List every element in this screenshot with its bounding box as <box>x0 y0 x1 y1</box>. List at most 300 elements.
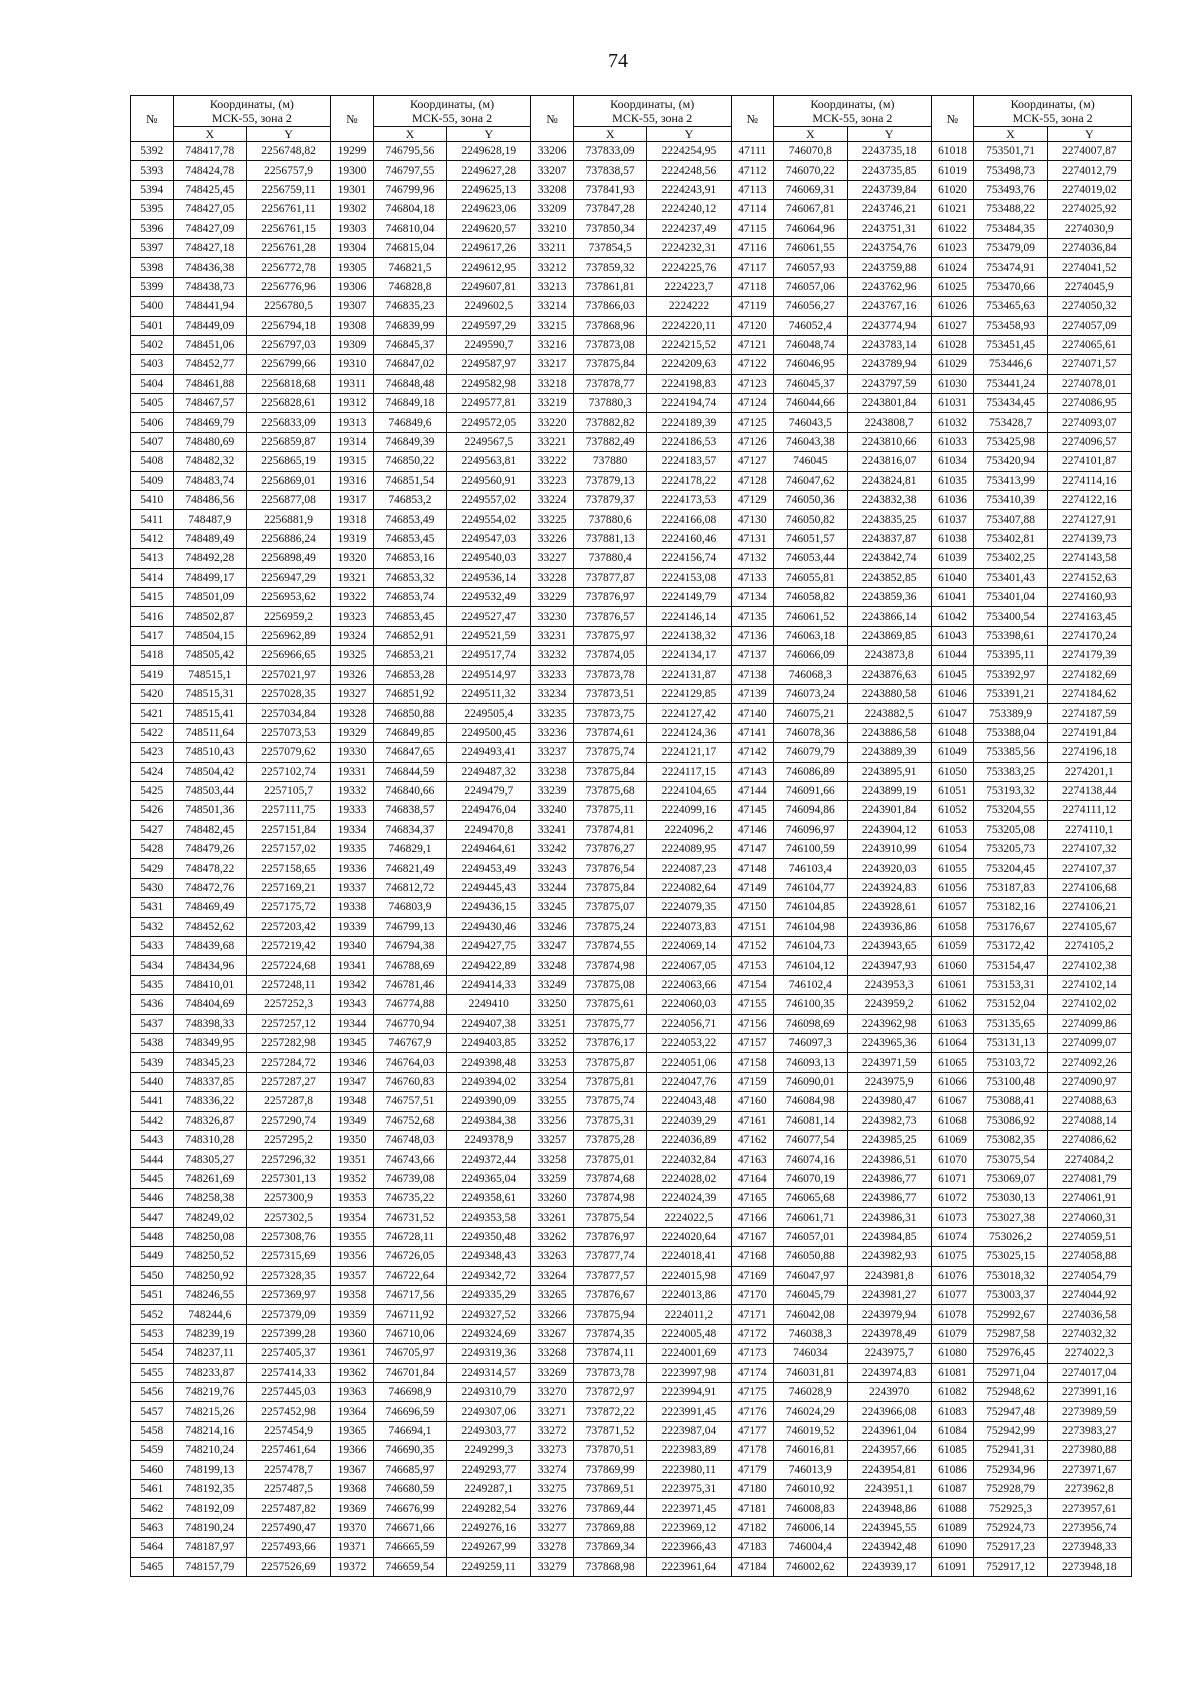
y-coordinate-cell: 2274106,68 <box>1047 878 1131 897</box>
y-coordinate-cell: 2273989,59 <box>1047 1402 1131 1421</box>
y-coordinate-cell: 2224131,87 <box>647 665 731 684</box>
y-coordinate-cell: 2249577,81 <box>447 394 531 413</box>
table-row <box>131 1538 1132 1557</box>
y-coordinate-cell: 2274090,97 <box>1047 1072 1131 1091</box>
point-number-cell: 47124 <box>731 394 774 413</box>
y-coordinate-cell: 2223980,11 <box>647 1460 731 1479</box>
header-y: Y <box>647 127 731 142</box>
y-coordinate-cell: 2243954,81 <box>847 1460 931 1479</box>
table-row <box>131 704 1132 723</box>
header-y: Y <box>247 127 331 142</box>
x-coordinate-cell: 746770,94 <box>373 1014 446 1033</box>
table-row <box>131 1479 1132 1498</box>
y-coordinate-cell: 2249436,15 <box>447 898 531 917</box>
point-number-cell: 47173 <box>731 1344 774 1363</box>
y-coordinate-cell: 2243928,61 <box>847 898 931 917</box>
point-number-cell: 47147 <box>731 840 774 859</box>
x-coordinate-cell: 737875,01 <box>573 1150 646 1169</box>
point-number-cell: 19314 <box>331 432 374 451</box>
point-number-cell: 47125 <box>731 413 774 432</box>
x-coordinate-cell: 746013,9 <box>774 1460 847 1479</box>
y-coordinate-cell: 2257105,7 <box>247 781 331 800</box>
x-coordinate-cell: 748410,01 <box>173 975 246 994</box>
y-coordinate-cell: 2274086,95 <box>1047 394 1131 413</box>
y-coordinate-cell: 2224138,32 <box>647 626 731 645</box>
x-coordinate-cell: 748501,36 <box>173 801 246 820</box>
point-number-cell: 47182 <box>731 1518 774 1537</box>
y-coordinate-cell: 2256898,49 <box>247 549 331 568</box>
x-coordinate-cell: 746034 <box>774 1344 847 1363</box>
point-number-cell: 47128 <box>731 471 774 490</box>
x-coordinate-cell: 753025,15 <box>974 1247 1047 1266</box>
table-row <box>131 1111 1132 1130</box>
point-number-cell: 33207 <box>531 161 574 180</box>
point-number-cell: 61040 <box>931 568 974 587</box>
x-coordinate-cell: 746075,21 <box>774 704 847 723</box>
y-coordinate-cell: 2224005,48 <box>647 1324 731 1343</box>
x-coordinate-cell: 737866,03 <box>573 297 646 316</box>
x-coordinate-cell: 746680,59 <box>373 1479 446 1498</box>
y-coordinate-cell: 2249536,14 <box>447 568 531 587</box>
x-coordinate-cell: 737875,97 <box>573 626 646 645</box>
y-coordinate-cell: 2249547,03 <box>447 529 531 548</box>
x-coordinate-cell: 752976,45 <box>974 1344 1047 1363</box>
point-number-cell: 19326 <box>331 665 374 684</box>
point-number-cell: 33208 <box>531 180 574 199</box>
point-number-cell: 61038 <box>931 529 974 548</box>
y-coordinate-cell: 2243942,48 <box>847 1538 931 1557</box>
y-coordinate-cell: 2249554,02 <box>447 510 531 529</box>
header-system-label: МСК-55, зона 2 <box>412 111 493 125</box>
point-number-cell: 19338 <box>331 898 374 917</box>
point-number-cell: 61055 <box>931 859 974 878</box>
x-coordinate-cell: 748487,9 <box>173 510 246 529</box>
table-row <box>131 1014 1132 1033</box>
point-number-cell: 61048 <box>931 723 974 742</box>
header-y: Y <box>1047 127 1131 142</box>
y-coordinate-cell: 2274050,32 <box>1047 297 1131 316</box>
x-coordinate-cell: 737873,78 <box>573 1363 646 1382</box>
point-number-cell: 33260 <box>531 1189 574 1208</box>
x-coordinate-cell: 746019,52 <box>774 1421 847 1440</box>
x-coordinate-cell: 748467,57 <box>173 394 246 413</box>
table-row <box>131 258 1132 277</box>
point-number-cell: 19360 <box>331 1324 374 1343</box>
x-coordinate-cell: 748214,16 <box>173 1421 246 1440</box>
point-number-cell: 33252 <box>531 1033 574 1052</box>
point-number-cell: 33236 <box>531 723 574 742</box>
x-coordinate-cell: 753204,55 <box>974 801 1047 820</box>
point-number-cell: 47169 <box>731 1266 774 1285</box>
x-coordinate-cell: 748515,41 <box>173 704 246 723</box>
x-coordinate-cell: 737880,6 <box>573 510 646 529</box>
y-coordinate-cell: 2243816,07 <box>847 452 931 471</box>
point-number-cell: 47174 <box>731 1363 774 1382</box>
y-coordinate-cell: 2274099,86 <box>1047 1014 1131 1033</box>
point-number-cell: 47123 <box>731 374 774 393</box>
x-coordinate-cell: 748258,38 <box>173 1189 246 1208</box>
x-coordinate-cell: 746853,32 <box>373 568 446 587</box>
y-coordinate-cell: 2274170,24 <box>1047 626 1131 645</box>
x-coordinate-cell: 746057,93 <box>774 258 847 277</box>
table-row <box>131 200 1132 219</box>
point-number-cell: 47133 <box>731 568 774 587</box>
x-coordinate-cell: 737874,35 <box>573 1324 646 1343</box>
x-coordinate-cell: 746711,92 <box>373 1305 446 1324</box>
x-coordinate-cell: 753413,99 <box>974 471 1047 490</box>
x-coordinate-cell: 746086,89 <box>774 762 847 781</box>
y-coordinate-cell: 2243975,9 <box>847 1072 931 1091</box>
y-coordinate-cell: 2274036,58 <box>1047 1305 1131 1324</box>
x-coordinate-cell: 746810,04 <box>373 219 446 238</box>
y-coordinate-cell: 2223969,12 <box>647 1518 731 1537</box>
point-number-cell: 5401 <box>131 316 174 335</box>
x-coordinate-cell: 737876,57 <box>573 607 646 626</box>
y-coordinate-cell: 2249623,06 <box>447 200 531 219</box>
point-number-cell: 19371 <box>331 1538 374 1557</box>
point-number-cell: 19318 <box>331 510 374 529</box>
x-coordinate-cell: 748249,02 <box>173 1208 246 1227</box>
point-number-cell: 47158 <box>731 1053 774 1072</box>
point-number-cell: 19350 <box>331 1130 374 1149</box>
point-number-cell: 61027 <box>931 316 974 335</box>
point-number-cell: 33230 <box>531 607 574 626</box>
x-coordinate-cell: 746064,96 <box>774 219 847 238</box>
x-coordinate-cell: 748261,69 <box>173 1169 246 1188</box>
x-coordinate-cell: 752917,23 <box>974 1538 1047 1557</box>
point-number-cell: 47132 <box>731 549 774 568</box>
x-coordinate-cell: 737880,4 <box>573 549 646 568</box>
y-coordinate-cell: 2256794,18 <box>247 316 331 335</box>
y-coordinate-cell: 2274059,51 <box>1047 1227 1131 1246</box>
table-row <box>131 1247 1132 1266</box>
table-row <box>131 471 1132 490</box>
y-coordinate-cell: 2274081,79 <box>1047 1169 1131 1188</box>
y-coordinate-cell: 2224173,53 <box>647 491 731 510</box>
table-row <box>131 1557 1132 1576</box>
y-coordinate-cell: 2257282,98 <box>247 1033 331 1052</box>
x-coordinate-cell: 746067,81 <box>774 200 847 219</box>
point-number-cell: 61051 <box>931 781 974 800</box>
y-coordinate-cell: 2249310,79 <box>447 1383 531 1402</box>
x-coordinate-cell: 746834,37 <box>373 820 446 839</box>
x-coordinate-cell: 746853,21 <box>373 646 446 665</box>
point-number-cell: 19311 <box>331 374 374 393</box>
table-row <box>131 297 1132 316</box>
y-coordinate-cell: 2256886,24 <box>247 529 331 548</box>
x-coordinate-cell: 752948,62 <box>974 1383 1047 1402</box>
x-coordinate-cell: 746016,81 <box>774 1441 847 1460</box>
y-coordinate-cell: 2274078,01 <box>1047 374 1131 393</box>
x-coordinate-cell: 748219,76 <box>173 1383 246 1402</box>
x-coordinate-cell: 748215,26 <box>173 1402 246 1421</box>
y-coordinate-cell: 2243924,83 <box>847 878 931 897</box>
y-coordinate-cell: 2249267,99 <box>447 1538 531 1557</box>
y-coordinate-cell: 2256761,11 <box>247 200 331 219</box>
point-number-cell: 19320 <box>331 549 374 568</box>
point-number-cell: 5425 <box>131 781 174 800</box>
x-coordinate-cell: 737850,34 <box>573 219 646 238</box>
y-coordinate-cell: 2274187,59 <box>1047 704 1131 723</box>
table-row <box>131 1150 1132 1169</box>
y-coordinate-cell: 2256761,15 <box>247 219 331 238</box>
y-coordinate-cell: 2274143,58 <box>1047 549 1131 568</box>
point-number-cell: 47161 <box>731 1111 774 1130</box>
x-coordinate-cell: 748237,11 <box>173 1344 246 1363</box>
header-number: № <box>531 96 574 142</box>
point-number-cell: 19352 <box>331 1169 374 1188</box>
x-coordinate-cell: 746849,85 <box>373 723 446 742</box>
x-coordinate-cell: 746685,97 <box>373 1460 446 1479</box>
y-coordinate-cell: 2224096,2 <box>647 820 731 839</box>
point-number-cell: 5465 <box>131 1557 174 1576</box>
point-number-cell: 47143 <box>731 762 774 781</box>
point-number-cell: 19305 <box>331 258 374 277</box>
y-coordinate-cell: 2256780,5 <box>247 297 331 316</box>
y-coordinate-cell: 2257487,82 <box>247 1499 331 1518</box>
x-coordinate-cell: 737875,28 <box>573 1130 646 1149</box>
point-number-cell: 61058 <box>931 917 974 936</box>
y-coordinate-cell: 2243880,58 <box>847 684 931 703</box>
x-coordinate-cell: 753172,42 <box>974 937 1047 956</box>
y-coordinate-cell: 2224156,74 <box>647 549 731 568</box>
point-number-cell: 33248 <box>531 956 574 975</box>
point-number-cell: 19328 <box>331 704 374 723</box>
point-number-cell: 61028 <box>931 335 974 354</box>
point-number-cell: 61075 <box>931 1247 974 1266</box>
point-number-cell: 19312 <box>331 394 374 413</box>
table-row <box>131 762 1132 781</box>
point-number-cell: 47146 <box>731 820 774 839</box>
x-coordinate-cell: 737877,74 <box>573 1247 646 1266</box>
point-number-cell: 61021 <box>931 200 974 219</box>
point-number-cell: 5439 <box>131 1053 174 1072</box>
x-coordinate-cell: 746028,9 <box>774 1383 847 1402</box>
x-coordinate-cell: 746850,22 <box>373 452 446 471</box>
point-number-cell: 61090 <box>931 1538 974 1557</box>
point-number-cell: 61025 <box>931 277 974 296</box>
y-coordinate-cell: 2249303,77 <box>447 1421 531 1440</box>
y-coordinate-cell: 2274102,38 <box>1047 956 1131 975</box>
y-coordinate-cell: 2224089,95 <box>647 840 731 859</box>
table-row <box>131 1324 1132 1343</box>
x-coordinate-cell: 737838,57 <box>573 161 646 180</box>
y-coordinate-cell: 2224022,5 <box>647 1208 731 1227</box>
point-number-cell: 47130 <box>731 510 774 529</box>
point-number-cell: 5396 <box>131 219 174 238</box>
point-number-cell: 19327 <box>331 684 374 703</box>
point-number-cell: 47149 <box>731 878 774 897</box>
x-coordinate-cell: 746851,54 <box>373 471 446 490</box>
y-coordinate-cell: 2249617,26 <box>447 238 531 257</box>
x-coordinate-cell: 737880 <box>573 452 646 471</box>
y-coordinate-cell: 2223987,04 <box>647 1421 731 1440</box>
x-coordinate-cell: 737875,77 <box>573 1014 646 1033</box>
x-coordinate-cell: 746671,66 <box>373 1518 446 1537</box>
point-number-cell: 5463 <box>131 1518 174 1537</box>
point-number-cell: 33269 <box>531 1363 574 1382</box>
table-row <box>131 878 1132 897</box>
x-coordinate-cell: 746070,8 <box>774 142 847 161</box>
x-coordinate-cell: 746031,81 <box>774 1363 847 1382</box>
y-coordinate-cell: 2257308,76 <box>247 1227 331 1246</box>
point-number-cell: 61035 <box>931 471 974 490</box>
table-row <box>131 510 1132 529</box>
point-number-cell: 47137 <box>731 646 774 665</box>
y-coordinate-cell: 2273948,33 <box>1047 1538 1131 1557</box>
point-number-cell: 33251 <box>531 1014 574 1033</box>
x-coordinate-cell: 746057,01 <box>774 1227 847 1246</box>
point-number-cell: 47178 <box>731 1441 774 1460</box>
point-number-cell: 5430 <box>131 878 174 897</box>
table-row <box>131 1460 1132 1479</box>
point-number-cell: 5431 <box>131 898 174 917</box>
point-number-cell: 33241 <box>531 820 574 839</box>
x-coordinate-cell: 746084,98 <box>774 1092 847 1111</box>
point-number-cell: 33229 <box>531 587 574 606</box>
x-coordinate-cell: 746853,45 <box>373 529 446 548</box>
table-row <box>131 1092 1132 1111</box>
y-coordinate-cell: 2249453,49 <box>447 859 531 878</box>
point-number-cell: 19364 <box>331 1402 374 1421</box>
point-number-cell: 19358 <box>331 1286 374 1305</box>
point-number-cell: 61060 <box>931 956 974 975</box>
y-coordinate-cell: 2249394,02 <box>447 1072 531 1091</box>
point-number-cell: 61022 <box>931 219 974 238</box>
x-coordinate-cell: 748449,09 <box>173 316 246 335</box>
x-coordinate-cell: 748499,17 <box>173 568 246 587</box>
x-coordinate-cell: 737877,87 <box>573 568 646 587</box>
y-coordinate-cell: 2274105,67 <box>1047 917 1131 936</box>
y-coordinate-cell: 2256859,87 <box>247 432 331 451</box>
y-coordinate-cell: 2274036,84 <box>1047 238 1131 257</box>
x-coordinate-cell: 748502,87 <box>173 607 246 626</box>
y-coordinate-cell: 2257290,74 <box>247 1111 331 1130</box>
x-coordinate-cell: 746794,38 <box>373 937 446 956</box>
table-row <box>131 1208 1132 1227</box>
table-row <box>131 937 1132 956</box>
point-number-cell: 5452 <box>131 1305 174 1324</box>
table-row <box>131 180 1132 199</box>
point-number-cell: 5397 <box>131 238 174 257</box>
point-number-cell: 47183 <box>731 1538 774 1557</box>
x-coordinate-cell: 753086,92 <box>974 1111 1047 1130</box>
x-coordinate-cell: 746845,37 <box>373 335 446 354</box>
y-coordinate-cell: 2249378,9 <box>447 1130 531 1149</box>
y-coordinate-cell: 2274007,87 <box>1047 142 1131 161</box>
header-coordinates-label: Координаты, (м) <box>810 97 895 111</box>
point-number-cell: 19332 <box>331 781 374 800</box>
y-coordinate-cell: 2243866,14 <box>847 607 931 626</box>
x-coordinate-cell: 748504,15 <box>173 626 246 645</box>
point-number-cell: 5438 <box>131 1033 174 1052</box>
y-coordinate-cell: 2249410 <box>447 995 531 1014</box>
y-coordinate-cell: 2243808,7 <box>847 413 931 432</box>
table-row <box>131 413 1132 432</box>
y-coordinate-cell: 2224056,71 <box>647 1014 731 1033</box>
point-number-cell: 19330 <box>331 743 374 762</box>
point-number-cell: 47175 <box>731 1383 774 1402</box>
point-number-cell: 33245 <box>531 898 574 917</box>
x-coordinate-cell: 746760,83 <box>373 1072 446 1091</box>
point-number-cell: 5421 <box>131 704 174 723</box>
point-number-cell: 61039 <box>931 549 974 568</box>
point-number-cell: 61086 <box>931 1460 974 1479</box>
y-coordinate-cell: 2274111,12 <box>1047 801 1131 820</box>
point-number-cell: 5400 <box>131 297 174 316</box>
x-coordinate-cell: 753176,67 <box>974 917 1047 936</box>
point-number-cell: 47160 <box>731 1092 774 1111</box>
table-row <box>131 374 1132 393</box>
y-coordinate-cell: 2224186,53 <box>647 432 731 451</box>
y-coordinate-cell: 2274127,91 <box>1047 510 1131 529</box>
y-coordinate-cell: 2249282,54 <box>447 1499 531 1518</box>
header-x: X <box>774 127 847 142</box>
point-number-cell: 33277 <box>531 1518 574 1537</box>
point-number-cell: 33247 <box>531 937 574 956</box>
point-number-cell: 47155 <box>731 995 774 1014</box>
x-coordinate-cell: 746090,01 <box>774 1072 847 1091</box>
table-row <box>131 665 1132 684</box>
x-coordinate-cell: 748451,06 <box>173 335 246 354</box>
point-number-cell: 33238 <box>531 762 574 781</box>
x-coordinate-cell: 746057,06 <box>774 277 847 296</box>
point-number-cell: 19366 <box>331 1441 374 1460</box>
point-number-cell: 33272 <box>531 1421 574 1440</box>
y-coordinate-cell: 2243981,27 <box>847 1286 931 1305</box>
point-number-cell: 47136 <box>731 626 774 645</box>
point-number-cell: 61042 <box>931 607 974 626</box>
x-coordinate-cell: 753402,81 <box>974 529 1047 548</box>
x-coordinate-cell: 737875,61 <box>573 995 646 1014</box>
point-number-cell: 5420 <box>131 684 174 703</box>
point-number-cell: 19363 <box>331 1383 374 1402</box>
y-coordinate-cell: 2223997,98 <box>647 1363 731 1382</box>
x-coordinate-cell: 737874,81 <box>573 820 646 839</box>
y-coordinate-cell: 2243979,94 <box>847 1305 931 1324</box>
x-coordinate-cell: 746752,68 <box>373 1111 446 1130</box>
y-coordinate-cell: 2224153,08 <box>647 568 731 587</box>
x-coordinate-cell: 748434,96 <box>173 956 246 975</box>
x-coordinate-cell: 748337,85 <box>173 1072 246 1091</box>
y-coordinate-cell: 2249445,43 <box>447 878 531 897</box>
x-coordinate-cell: 737881,13 <box>573 529 646 548</box>
y-coordinate-cell: 2249324,69 <box>447 1324 531 1343</box>
y-coordinate-cell: 2224043,48 <box>647 1092 731 1111</box>
point-number-cell: 33246 <box>531 917 574 936</box>
y-coordinate-cell: 2257284,72 <box>247 1053 331 1072</box>
x-coordinate-cell: 737868,98 <box>573 1557 646 1576</box>
point-number-cell: 61068 <box>931 1111 974 1130</box>
point-number-cell: 47176 <box>731 1402 774 1421</box>
y-coordinate-cell: 2243986,31 <box>847 1208 931 1227</box>
table-row <box>131 335 1132 354</box>
x-coordinate-cell: 748246,55 <box>173 1286 246 1305</box>
y-coordinate-cell: 2257248,11 <box>247 975 331 994</box>
x-coordinate-cell: 746074,16 <box>774 1150 847 1169</box>
y-coordinate-cell: 2224028,02 <box>647 1169 731 1188</box>
table-row <box>131 491 1132 510</box>
x-coordinate-cell: 752934,96 <box>974 1460 1047 1479</box>
x-coordinate-cell: 748478,22 <box>173 859 246 878</box>
point-number-cell: 5461 <box>131 1479 174 1498</box>
point-number-cell: 47127 <box>731 452 774 471</box>
point-number-cell: 61076 <box>931 1266 974 1285</box>
y-coordinate-cell: 2256759,11 <box>247 180 331 199</box>
y-coordinate-cell: 2249567,5 <box>447 432 531 451</box>
y-coordinate-cell: 2249353,58 <box>447 1208 531 1227</box>
y-coordinate-cell: 2274054,79 <box>1047 1266 1131 1285</box>
